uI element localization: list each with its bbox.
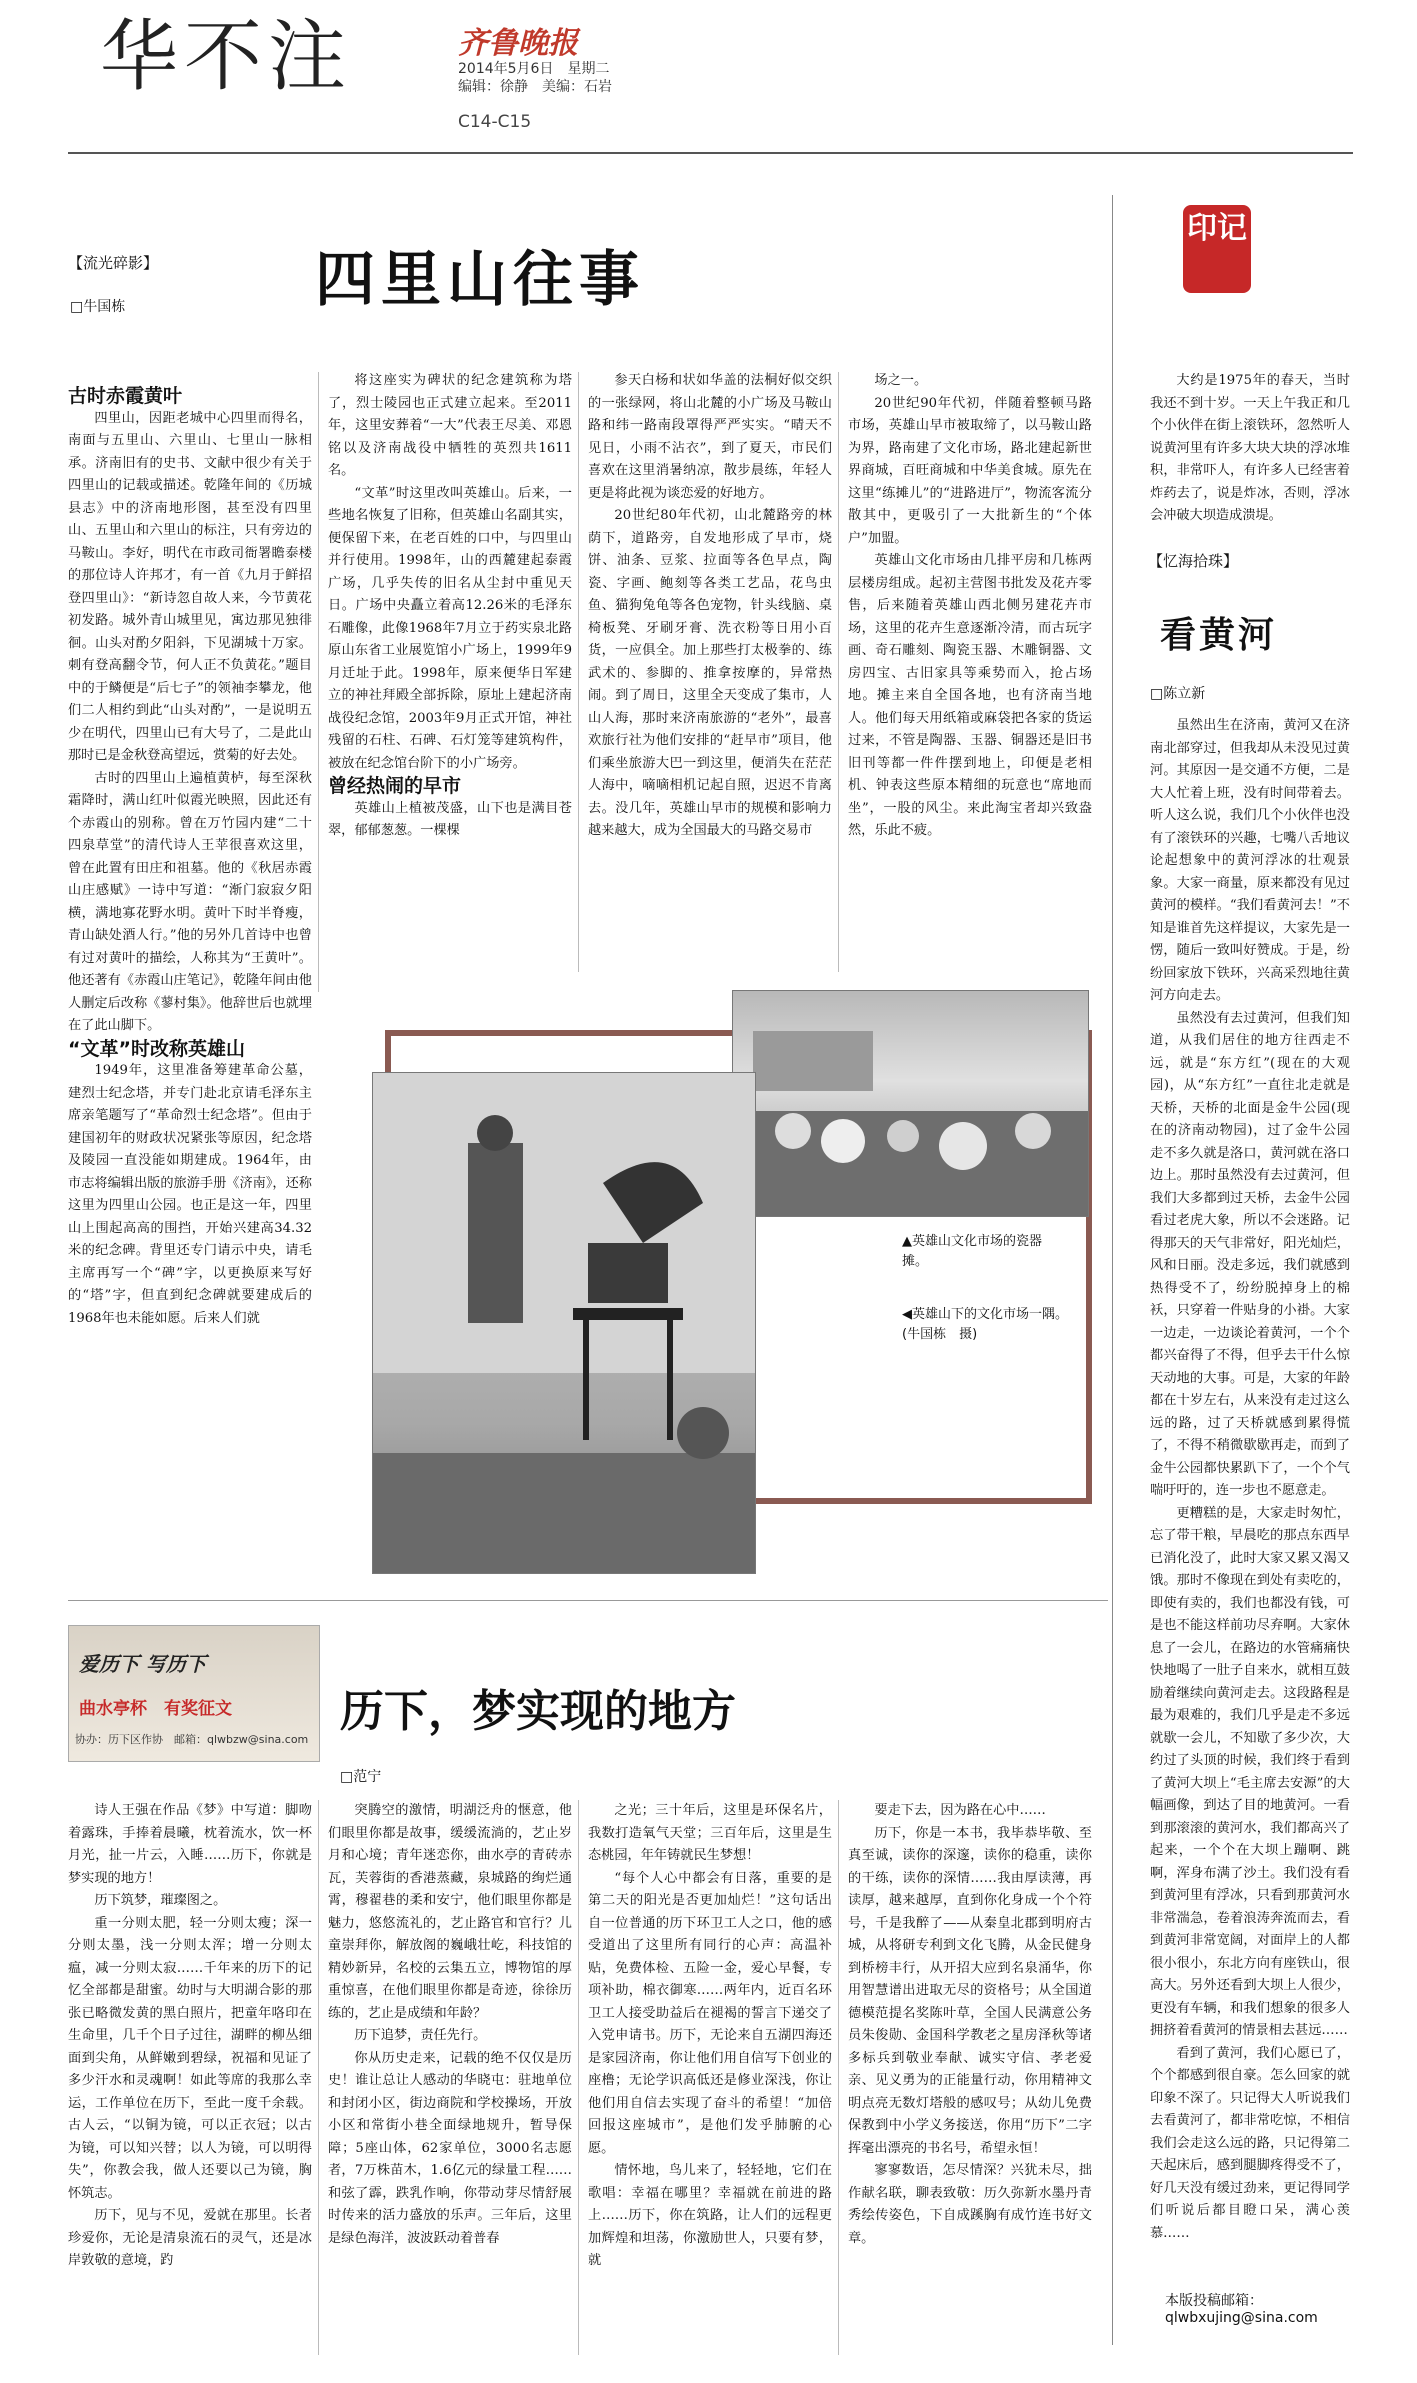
paragraph: 诗人王强在作品《梦》中写道：脚吻着露珠，手捧着晨曦，枕着流水，饮一杯月光，扯一片云，入睡……历下，你就是梦实现的地方！	[68, 1803, 312, 1886]
article2-kicker: 【忆海拾珠】	[1148, 552, 1239, 570]
article1-title: 四里山往事	[315, 245, 645, 315]
promo-organizer: 协办：历下区作协 邮箱：qlwbzw@sina.com	[75, 1733, 309, 1746]
paragraph: 大约是1975年的春天，当时我还不到十岁。一天上午我正和几个小伙伴在街上滚铁环，忽然听人说黄河里有许多大块大块的浮冰堆积，非常吓人，有许多人已经害着炸药去了，说是炸冰，否则，浮冰会冲破大坝造成溃堤。	[1150, 373, 1350, 523]
paragraph: 历下追梦，责任先行。	[354, 2028, 487, 2043]
article3-title: 历下，梦实现的地方	[340, 1686, 736, 1737]
article1-byline: □牛国栋	[70, 299, 126, 315]
paragraph: 场之一。	[874, 373, 928, 388]
paragraph: 历下，见与不见，爱就在那里。长者珍爱你，无论是清泉流石的灵气，还是冰岸敦敬的意境，趵	[68, 2208, 312, 2268]
newspaper-brand: 齐鲁晚报	[458, 26, 578, 61]
article3-column-4	[848, 1800, 1092, 2360]
submission-mailbox	[1165, 2290, 1318, 2326]
promo-contest-name: 曲水亭杯 有奖征文	[79, 1699, 232, 1719]
column-divider	[318, 372, 319, 992]
article1-kicker: 【流光碎影】	[68, 254, 159, 272]
paragraph: 历下，你是一本书，我毕恭毕敬、至真至诚，读你的深邃，读你的稳重，读你的干练，读你的深情……我由厚读薄，再读厚，越来越厚，直到你化身成一个个符号，千是我醉了——从秦皇北郡到明府古城，从将研专利到文化飞腾，从金民健身到桥榜丰行，从开招大应到名泉涌华，你用智慧谱出进取无尽的资格号；从全国道德模范提名奖陈叶草，全国人民满意公务员朱俊勋、金国科学教老之星房泽秋等诸多标兵到敬业奉献、诚实守信、孝老爱亲、见义勇为的正能量行动，你用精神文明点亮无数灯塔般的感叹号；从幼儿免费保教到中小学义务接送，你用“历下”二字挥毫出漂亮的书名号，希望永恒！	[848, 1825, 1092, 2156]
section-rule	[68, 1600, 1108, 1601]
paragraph: 参天白杨和状如华盖的法桐好似交织的一张绿网，将山北麓的小广场及马鞍山路和纬一路南段罩得严严实实。“晴天不见日，小雨不沾衣”，到了夏天，市民们喜欢在这里消暑纳凉，散步晨练，年轻人更是将此视为谈恋爱的好地方。	[588, 373, 832, 501]
porcelain-market-icon	[733, 991, 1088, 1216]
column-divider	[838, 372, 839, 972]
paragraph: 看到了黄河，我们心愿已了，个个都感到很自豪。怎么回家的就印象不深了。只记得大人听说我们去看黄河了，都非常吃惊，不相信我们会走这么远的路，只记得第二天起床后，感到腿脚疼得受不了，好几天没有缓过劲来，更记得同学们听说后都目瞪口呆，满心羡慕……	[1150, 2045, 1350, 2241]
paragraph: 历下筑梦，璀璨图之。	[94, 1893, 227, 1908]
article3-column-3	[588, 1800, 832, 2360]
essay-contest-banner	[68, 1625, 320, 1762]
paragraph: 将这座实为碑状的纪念建筑称为塔了，烈士陵园也正式建立起来。至2011年，这里安葬着“一大”代表王尽美、邓恩铭以及济南战役中牺牲的英烈共1611名。	[328, 373, 572, 478]
gramophone-market-icon	[373, 1073, 755, 1573]
paragraph: 重一分则太肥，轻一分则太瘦；深一分则太墨，浅一分则太浑；增一分则太瘟，减一分则太寂……千年来的历下的记忆全部都是甜蜜。幼时与大明湖合影的那张已略微发黄的黑白照片，把童年咯印在生命里，几千个日子过往，湖畔的柳丛细面到尖角，从鲜嫩到碧绿，祝福和见证了多少汗水和灵魂啊！如此等席的我那么幸运，工作单位在历下，至此一度千余载。古人云，“以铜为镜，可以正衣冠；以古为镜，可以知兴替；以人为镜，可以明得失”，你教会我，做人还要以己为镜，胸怀筑志。	[68, 1915, 312, 2201]
mailbox-label: 本版投稿邮箱：	[1165, 2293, 1263, 2309]
paragraph: 20世纪90年代初，伴随着整顿马路市场，英雄山早市被取缔了，以马鞍山路为界，路南建了文化市场，路北建起新世界商城，百旺商城和中华美食城。原先在这里“练摊儿”的“进路进厅”，物流客流分散其中，更吸引了一大批新生的“个体户”加盟。	[848, 395, 1092, 546]
article2-intro	[1150, 370, 1350, 528]
paragraph: 英雄山文化市场由几排平房和几栋两层楼房组成。起初主营图书批发及花卉零售，后来随着英雄山西北侧另建花卉市场，这里的花卉生意逐渐冷清，而古玩字画、奇石雕刻、陶瓷玉器、木雕铜器、文房四宝、古旧家具等乘势而入，抢占场地。摊主来自全国各地，也有济南当地人。他们每天用纸箱或麻袋把各家的货运过来，不管是陶器、玉器、铜器还是旧书旧刊等都一件件摆到地上，印便是老相机、钟表这些原本精细的玩意也“席地而坐”，一股的风尘。来此淘宝者却兴致盎然，乐此不疲。	[848, 553, 1092, 838]
column-divider	[578, 372, 579, 972]
paragraph: 寥寥数语，怎尽情深？兴犹未尽，拙作献名联，聊表致敬：历久弥新水墨丹青秀绘传姿色，下自成蹊胸有成竹连书好文章。	[848, 2163, 1092, 2246]
paragraph: 你从历史走来，记载的绝不仅仅是历史！谁让总让人感动的华晓屯：驻地单位和封闭小区，街边商院和学校操场，开放小区和常街小巷全面绿地规升，暂导保障；5座山体，62家单位，3000名志愿者，7万株苗木，1.6亿元的绿量工程……和弦了霹，跌乳作响，你带动芽尽情舒展时传来的活力盛放的乐声。三年后，这里是绿色海洋，波波跃动着普春	[328, 2050, 572, 2246]
paragraph: 英雄山上植被茂盛，山下也是满目苍翠，郁郁葱葱。一棵棵	[328, 800, 572, 838]
paragraph: 虽然出生在济南，黄河又在济南北部穿过，但我却从未没见过黄河。其原因一是交通不方便，二是大人忙着上班，没有时间带着去。听人这么说，我们几个小伙伴也没有了滚铁环的兴趣，七嘴八舌地议论起想象中的黄河浮冰的壮观景象。大家一商量，原来都没有见过黄河的模样。“我们看黄河去！”不知是谁首先这样提议，大家先是一愣，随后一致叫好赞成。于是，纷纷回家放下铁环，兴高采烈地往黄河方向走去。	[1150, 718, 1350, 1003]
article2-byline: □陈立新	[1150, 686, 1206, 702]
article3-column-1	[68, 1800, 312, 2360]
paragraph: “文革”时这里改叫英雄山。后来，一些地名恢复了旧称，但英雄山名副其实，便保留下来，在老百姓的口中，与四里山并行使用。1998年，山的西麓建起泰霞广场，几乎失传的旧名从尘封中重见天日。广场中央矗立着高12.26米的毛泽东石雕像，此像1968年7月立于药实泉北路原山东省工业展览馆小广场上，1999年9月迁址于此。1998年，原来便华日军建立的神社拜殿全部拆除，原址上建起济南战役纪念馆，2003年9月正式开馆，神社残留的石柱、石碑、石灯笼等建筑构件，被放在纪念馆台阶下的小广场旁。	[328, 485, 572, 771]
article2-body	[1150, 715, 1350, 2280]
paragraph: 更糟糕的是，大家走时匆忙，忘了带干粮，早晨吃的那点东西早已消化没了，此时大家又累又渴又饿。那时不像现在到处有卖吃的，即使有卖的，我们也都没有钱，可是也不能这样前功尽弃啊。大家休息了一会儿，在路边的水管痛痛快快地喝了一肚子自来水，就相互鼓励着继续向黄河走去。这段路程是最为艰难的，我们几乎是走不多远就歇一会儿，不知歇了多少次，大约过了头顶的时候，我们终于看到了黄河大坝上“毛主席去安源”的大幅画像，到达了目的地黄河。一看到那滚滚的黄河水，我们都高兴了起来，一个个在大坝上蹦啊、跳啊，浑身布满了沙土。我们没有看到黄河里有浮冰，只看到那黄河水非常湍急，卷着浪涛奔流而去，看到黄河非常宽阔，对面岸上的人都很小很小，东北方向有座铁山，很高大。另外还看到大坝上人很少，更没有车辆，和我们想象的很多人拥挤着看黄河的情景相去甚远……	[1150, 1505, 1350, 2038]
subheading-3: 曾经热闹的早市	[328, 775, 462, 797]
paragraph: 突腾空的激情，明湖泛舟的惬意，他们眼里你都是故事，缓缓流淌的，艺止岁月和心境；青年迷恋你，曲水亭的青砖赤瓦，芙蓉街的香港蒸藏，泉城路的绚烂通霄，穆翟巷的柔和安宁，他们眼里你都是魅力，悠悠流礼的，艺止路官和官行？儿童崇拜你，解放阁的巍峨壮屹，科技馆的精妙新异，名校的云集五立，博物馆的厚重惊喜，在他们眼里你都是奇迹，徐徐历练的，艺止是成绩和年龄？	[328, 1803, 572, 2021]
article1-column-1	[68, 385, 312, 1510]
section-divider	[1112, 195, 1113, 2345]
paragraph: 四里山，因距老城中心四里而得名，南面与五里山、六里山、七里山一脉相承。济南旧有的史书、文献中很少有关于四里山的记载或描述。乾隆年间的《历城县志》中的济南地形图，甚至没有四里山、五里山和六里山的标注，只有旁边的马鞍山。李好，明代在市政司衙署瞻泰楼的那位诗人许邦才，有一首《九月于鲜招登四里山》：“新诗忽自故人来，今节黄花初发路。城外青山城里见，寓边那见独徘徊。山头对酌夕阳斜，下见湖城十万家。刺有登高翻令节，何人正不负黄花。”题目中的于鳞便是“后七子”的领袖李攀龙，他们二人相约到此“山头对酌”，一是说明五少在明代，四里山已有大号了，二是此山那时已是金秋登高望远，赏菊的好去处。	[68, 410, 312, 763]
masthead-meta	[458, 60, 612, 96]
masthead-title: 华不注	[100, 12, 353, 102]
porcelain-market-photo	[732, 990, 1089, 1217]
subheading-2: “文革”时改称英雄山	[68, 1037, 245, 1060]
gramophone-market-photo	[372, 1072, 756, 1574]
article1-column-2	[328, 370, 572, 988]
article1-column-4	[848, 370, 1092, 972]
promo-slogan: 爱历下 写历下	[79, 1652, 206, 1676]
date-line: 2014年5月6日 星期二	[458, 61, 610, 77]
page-range: C14-C15	[458, 112, 532, 132]
paragraph: 虽然没有去过黄河，但我们知道，从我们居住的地方往西走不远，就是“东方红”(现在的大观园)，从“东方红”一直往北走就是天桥，天桥的北面是金牛公园(现在的济南动物园)，过了金牛公园走不多久就是洛口，黄河就在洛口边上。那时虽然没有去过黄河，但我们大多都到过天桥，去金牛公园看过老虎大象，所以不会迷路。记得那天的天气非常好，阳光灿烂，风和日丽。没走多远，我们就感到热得受不了，纷纷脱掉身上的棉袄，只穿着一件贴身的小褂。大家一边走，一边谈论着黄河，一个个都兴奋得了不得，但乎去干什么惊天动地的大事。可是，大家的年龄都在十岁左右，从来没有走过这么远的路，过了天桥就感到累得慌了，不得不稍微歇歇再走，而到了金牛公园都快累趴下了，一个个气喘吁吁的，连一步也不愿意走。	[1150, 1010, 1350, 1498]
paragraph: “每个人心中都会有日落，重要的是第二天的阳光是否更加灿烂！”这句话出自一位普通的历下环卫工人之口，他的感受道出了这里所有同行的心声：高温补贴，免费体检、五险一金，爱心早餐，专项补助，棉衣御寒……两年内，近百名环卫工人接受助益后在褪褐的誓言下递交了入党申请书。历下，无论来自五湖四海还是家园济南，你让他们用自信写下创业的座橹；无论学识高低还是修业深浅，你让他们用自信去实现了奋斗的希望！“加倍回报这座城市”，是他们发乎肺腑的心愿。	[588, 1870, 832, 2156]
paragraph: 1949年，这里准备筹建革命公墓，建烈士纪念塔，并专门赴北京请毛泽东主席亲笔题写了“革命烈士纪念塔”。但由于建国初年的财政状况紧张等原因，纪念塔及陵园一直没能如期建成。1964年，由市志将编辑出版的旅游手册《济南》，还称这里为四里山公园。也正是这一年，四里山上围起高高的围挡，开始兴建高34.32米的纪念碑。背里还专门请示中央，请毛主席再写一个“碑”字，以更换原来写好的“塔”字，但直到纪念碑就要建成后的1968年也未能如愿。后来人们就	[68, 1063, 312, 1326]
column-divider	[838, 1800, 839, 2355]
photo-caption-1: ▲英雄山文化市场的瓷器摊。	[902, 1234, 1042, 1269]
column-divider	[318, 1800, 319, 2355]
article3-byline: □范宁	[340, 1769, 382, 1785]
editor-line: 编辑：徐静 美编：石岩	[458, 79, 612, 95]
column-divider	[578, 1800, 579, 2355]
photo-caption-2: ◀英雄山下的文化市场一隅。(牛国栋 摄)	[902, 1307, 1068, 1342]
paragraph: 之光；三十年后，这里是环保名片，我数打造氧气天堂；三百年后，这里是生态桃园，年年铸就民生梦想！	[588, 1803, 832, 1863]
subheading-1: 古时赤霞黄叶	[68, 385, 183, 407]
masthead-rule	[68, 152, 1353, 154]
paragraph: 古时的四里山上遍植黄栌，每至深秋霜降时，满山红叶似霞光映照，因此还有个赤霞山的别称。曾在万竹园内建“二十四泉草堂”的清代诗人王苹很喜欢这里，曾在此置有田庄和祖墓。他的《秋居赤霞山庄感赋》一诗中写道：“渐门寂寂夕阳横，满地寡花野水明。黄叶下时半脊瘦，青山缺处酒人行。”他的另外几首诗中也曾有过对黄叶的描绘，人称其为“王黄叶”。他还著有《赤霞山庄笔记》，乾隆年间由他人删定后改称《蓼村集》。他辞世后也就埋在了此山脚下。	[68, 770, 312, 1033]
article1-column-3	[588, 370, 832, 972]
seal-text: 印记	[1187, 211, 1247, 246]
article3-column-2	[328, 1800, 572, 2360]
mailbox-address[interactable]: qlwbxujing@sina.com	[1165, 2310, 1318, 2326]
section-seal	[1183, 205, 1251, 293]
article2-title: 看黄河	[1160, 615, 1278, 656]
paragraph: 20世纪80年代初，山北麓路旁的林荫下，道路旁，自发地形成了早市，烧饼、油条、豆浆、拉面等各色早点，陶瓷、字画、鲍刻等各类工艺品，花鸟虫鱼、猫狗兔龟等各色宠物，针头线脑、桌椅板凳、牙刷牙膏、洗衣粉等日用小百货，一应俱全。加上那些打太极拳的、练武术的、参脚的、推拿按摩的，异常热闹。到了周日，这里全天变成了集市，人山人海，那时来济南旅游的“老外”，最喜欢旅行社为他们安排的“赶早市”项目，他们乘坐旅游大巴一到这里，便消失在茫茫人海中，嘀嘀相机记起自照，迟迟不肯离去。没几年，英雄山早市的规模和影响力越来越大，成为全国最大的马路交易市	[588, 508, 832, 838]
paragraph: 要走下去，因为路在心中……	[874, 1803, 1046, 1818]
paragraph: 情怀地，鸟儿来了，轻轻地，它们在歌唱：幸福在哪里？幸福就在前进的路上……历下，你在筑路，让人们的远程更加辉煌和坦荡，你激励世人，只要有梦，就	[588, 2163, 832, 2268]
